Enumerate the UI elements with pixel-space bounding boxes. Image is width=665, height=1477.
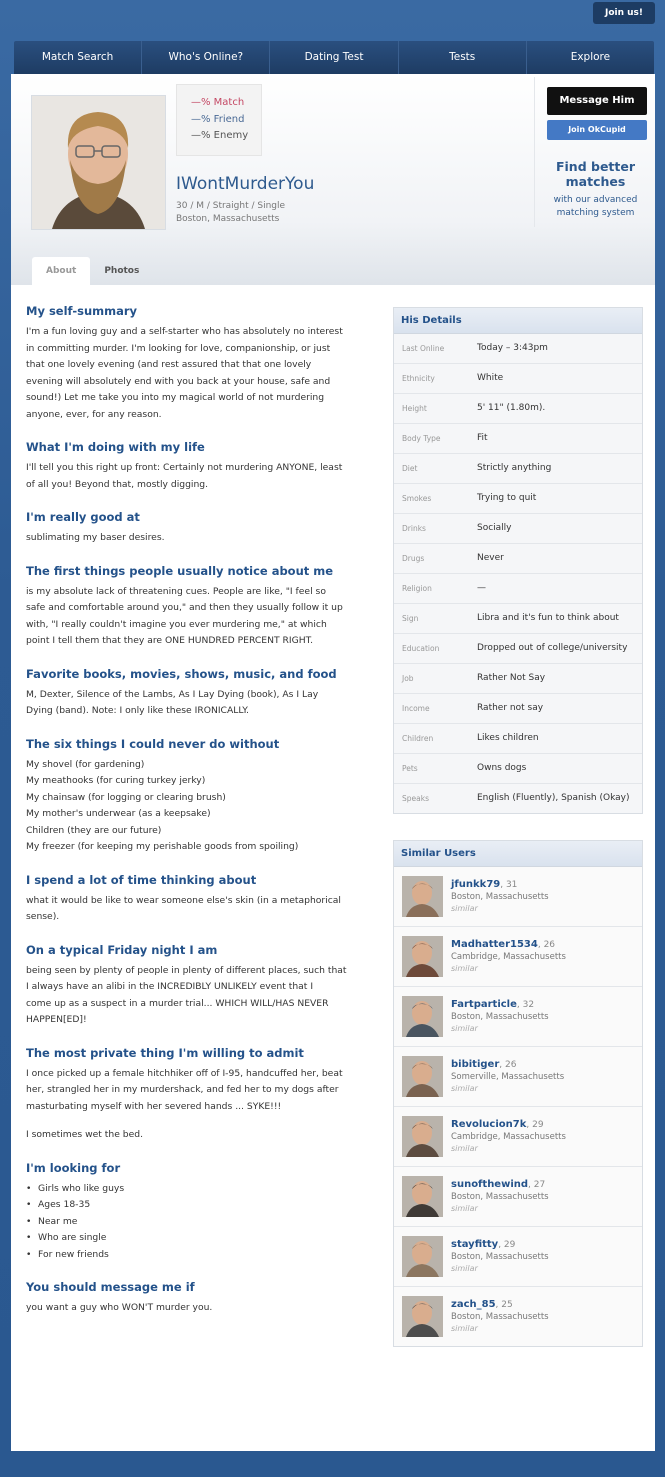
join-us-button[interactable]: Join us! bbox=[593, 2, 655, 24]
similar-user-location: Boston, Massachusetts bbox=[451, 1252, 549, 1262]
similar-user-name[interactable]: jfunkk79 bbox=[451, 879, 501, 890]
tab-photos[interactable]: Photos bbox=[104, 266, 140, 276]
similar-user-row[interactable] bbox=[394, 867, 642, 927]
detail-row bbox=[394, 754, 642, 784]
detail-value: Dropped out of college/university bbox=[477, 643, 628, 653]
action-box bbox=[534, 77, 656, 227]
similar-user-info bbox=[451, 927, 566, 975]
detail-label: Religion bbox=[402, 584, 432, 593]
similar-user-row[interactable] bbox=[394, 1047, 642, 1107]
nav-whos-online[interactable]: Who's Online? bbox=[142, 41, 270, 74]
similar-users-title: Similar Users bbox=[394, 841, 642, 867]
similar-user-location: Boston, Massachusetts bbox=[451, 1012, 549, 1022]
essay-text: what it would be like to wear someone else's skin (in a metaphorical sense). bbox=[26, 894, 341, 922]
similar-user-location: Cambridge, Massachusetts bbox=[451, 1132, 566, 1142]
similar-user-age: , 26 bbox=[537, 940, 556, 950]
profile-basics: 30 / M / Straight / Single bbox=[176, 201, 286, 211]
essay-section bbox=[26, 1046, 376, 1144]
detail-value: White bbox=[477, 373, 504, 383]
similar-user-age: , 25 bbox=[495, 1300, 513, 1310]
nav-dating-test[interactable]: Dating Test bbox=[270, 41, 398, 74]
detail-row bbox=[394, 424, 642, 454]
profile-location: Boston, Massachusetts bbox=[176, 214, 280, 224]
essay-text: being seen by plenty of people in plenty of different places, such that I always have an alibi in the INCREDIBLY UNLIKELY event that I come up as a suspect in a murder trial... WHICH WILL/HAS NEVER HAPPEN[ED]! bbox=[26, 964, 347, 1025]
profile-page bbox=[11, 74, 655, 1451]
detail-label: Ethnicity bbox=[402, 374, 435, 383]
similar-user-age: , 26 bbox=[499, 1060, 517, 1070]
similar-user-avatar[interactable] bbox=[402, 1116, 443, 1157]
essay-title: The first things people usually notice about me bbox=[26, 563, 334, 578]
similar-user-info bbox=[451, 1287, 549, 1335]
detail-label: Children bbox=[402, 734, 434, 743]
essay-section bbox=[26, 564, 376, 650]
essay-title: My self-summary bbox=[26, 304, 138, 318]
essay-text: I'm a fun loving guy and a self-starter who has absolutely no interest in committing murder. I'm looking for love, companionship, or just that one lovely evening (and rest assured that that one lovely evening will absolutely end with you back at your house, safe and sound!) Let me take you into my magical world of not murdering anyone, ever, for any reason. bbox=[26, 326, 343, 420]
similar-user-age: , 27 bbox=[528, 1180, 546, 1190]
detail-value: Fit bbox=[477, 433, 488, 443]
detail-label: Last Online bbox=[402, 344, 445, 353]
detail-label: Job bbox=[402, 674, 414, 683]
looking-for-item: • Girls who like guys bbox=[38, 1181, 376, 1198]
details-panel bbox=[393, 307, 643, 814]
detail-row bbox=[394, 694, 642, 724]
essay-text: is my absolute lack of threatening cues. People are like, "I feel so safe and comfortable around you," and then they usually follow it up with, "I really couldn't imagine you ever murdering me," at which point I tell them that they are ONE HUNDRED PERCENT RIGHT. bbox=[26, 585, 343, 646]
similar-user-location: Boston, Massachusetts bbox=[451, 1312, 549, 1322]
similar-user-avatar[interactable] bbox=[402, 996, 443, 1037]
essay-section bbox=[26, 737, 376, 856]
detail-label: Sign bbox=[402, 614, 419, 623]
profile-header bbox=[11, 74, 655, 285]
detail-row bbox=[394, 364, 642, 394]
find-better-matches-link[interactable]: Find better matches bbox=[555, 159, 636, 189]
detail-value: Trying to quit bbox=[477, 493, 537, 503]
similar-user-row[interactable] bbox=[394, 1227, 642, 1287]
essay-title: On a typical Friday night I am bbox=[26, 942, 218, 957]
similar-user-location: Somerville, Massachusetts bbox=[451, 1072, 565, 1082]
match-percentages bbox=[176, 84, 262, 156]
similar-user-name[interactable]: Fartparticle bbox=[451, 999, 517, 1010]
similar-user-avatar[interactable] bbox=[402, 1056, 443, 1097]
nav-explore[interactable]: Explore bbox=[570, 51, 611, 63]
profile-username: IWontMurderYou bbox=[176, 174, 315, 194]
looking-for-item: • For new friends bbox=[38, 1247, 376, 1264]
detail-row bbox=[394, 454, 642, 484]
detail-label: Height bbox=[402, 404, 427, 413]
essay-title: The six things I could never do without bbox=[26, 736, 280, 751]
message-if-title: You should message me if bbox=[26, 1280, 195, 1294]
similar-user-name[interactable]: zach_85 bbox=[451, 1299, 496, 1310]
detail-label: Education bbox=[402, 644, 440, 653]
similar-user-tag: similar bbox=[451, 1264, 478, 1273]
similar-user-tag: similar bbox=[451, 904, 478, 913]
essay-content bbox=[26, 304, 376, 1334]
looking-for-item: • Who are single bbox=[38, 1230, 376, 1247]
essay-text: M, Dexter, Silence of the Lambs, As I Lay Dying (book), As I Lay Dying (band). Note: I only like these IRONICALLY. bbox=[26, 688, 319, 716]
details-rows bbox=[394, 334, 642, 813]
detail-label: Smokes bbox=[402, 494, 432, 503]
similar-user-name[interactable]: stayfitty bbox=[451, 1239, 499, 1250]
looking-for-list bbox=[26, 1181, 376, 1264]
similar-user-age: , 29 bbox=[498, 1240, 516, 1250]
detail-row bbox=[394, 334, 642, 364]
similar-user-age: , 32 bbox=[516, 1000, 535, 1010]
essay-title: The most private thing I'm willing to admit bbox=[26, 1045, 304, 1060]
similar-user-age: , 29 bbox=[526, 1120, 544, 1130]
nav-match-search[interactable]: Match Search bbox=[14, 41, 142, 74]
detail-row bbox=[394, 514, 642, 544]
detail-label: Diet bbox=[402, 464, 418, 473]
similar-user-info bbox=[451, 987, 549, 1035]
detail-label: Speaks bbox=[402, 794, 429, 803]
similar-user-info bbox=[451, 867, 549, 915]
detail-row bbox=[394, 394, 642, 424]
similar-user-age: , 31 bbox=[500, 880, 518, 890]
profile-photo-image bbox=[32, 96, 165, 229]
top-bar bbox=[0, 0, 665, 38]
detail-label: Drinks bbox=[402, 524, 426, 533]
similar-user-location: Cambridge, Massachusetts bbox=[451, 952, 566, 962]
find-better-matches-subtitle: with our advanced matching system bbox=[553, 195, 638, 218]
profile-info bbox=[176, 200, 285, 226]
essay-text: My shovel (for gardening) My meathooks (for curing turkey jerky) My chainsaw (for logging or clearing brush) My mother's underwear (as a keepsake) Children (they are our future) My freezer (for keeping my perishable goods from spoiling) bbox=[26, 758, 299, 852]
similar-user-info bbox=[451, 1107, 566, 1155]
essay-text: I'll tell you this right up front: Certainly not murdering ANYONE, least of all you! Beyond that, mostly digging. bbox=[26, 462, 343, 490]
message-if-section bbox=[26, 1280, 376, 1317]
join-okcupid-button[interactable]: Join OkCupid bbox=[547, 120, 647, 140]
detail-row bbox=[394, 544, 642, 574]
similar-user-info bbox=[451, 1047, 564, 1095]
looking-for-section bbox=[26, 1161, 376, 1264]
similar-user-location: Boston, Massachusetts bbox=[451, 892, 549, 902]
detail-value: Likes children bbox=[477, 733, 539, 743]
similar-user-tag: similar bbox=[451, 1084, 478, 1093]
message-him-button[interactable]: Message Him bbox=[547, 87, 647, 115]
similar-user-avatar[interactable] bbox=[402, 1296, 443, 1337]
similar-user-tag: similar bbox=[451, 1204, 478, 1213]
similar-user-avatar[interactable] bbox=[402, 936, 443, 977]
essay-title: What I'm doing with my life bbox=[26, 440, 205, 454]
looking-for-item: • Near me bbox=[38, 1214, 376, 1231]
detail-row bbox=[394, 574, 642, 604]
essay-section bbox=[26, 510, 376, 547]
detail-label: Drugs bbox=[402, 554, 425, 563]
similar-user-avatar[interactable] bbox=[402, 876, 443, 917]
essay-title: Favorite books, movies, shows, music, and food bbox=[26, 666, 337, 681]
similar-user-avatar[interactable] bbox=[402, 1236, 443, 1277]
similar-user-name[interactable]: Madhatter1534 bbox=[451, 939, 538, 950]
similar-user-tag: similar bbox=[451, 1144, 478, 1153]
similar-user-tag: similar bbox=[451, 1324, 478, 1333]
essay-section bbox=[26, 440, 376, 493]
detail-value: 5' 11" (1.80m). bbox=[477, 403, 546, 413]
detail-value: Libra and it's fun to think about bbox=[477, 613, 619, 623]
similar-user-name[interactable]: bibitiger bbox=[451, 1059, 500, 1070]
similar-user-row[interactable] bbox=[394, 1167, 642, 1227]
detail-value: Never bbox=[477, 553, 504, 563]
detail-row bbox=[394, 484, 642, 514]
similar-user-tag: similar bbox=[451, 964, 478, 973]
similar-user-avatar[interactable] bbox=[402, 1176, 443, 1217]
detail-value: English (Fluently), Spanish (Okay) bbox=[477, 793, 630, 803]
detail-row bbox=[394, 634, 642, 664]
detail-value: Socially bbox=[477, 523, 512, 533]
detail-row bbox=[394, 664, 642, 694]
match-percent: —% Match bbox=[191, 97, 245, 108]
similar-user-row[interactable] bbox=[394, 1287, 642, 1346]
similar-users-panel bbox=[393, 840, 643, 1347]
detail-value: — bbox=[477, 583, 486, 593]
detail-value: Today – 3:43pm bbox=[477, 343, 548, 353]
essay-section bbox=[26, 873, 376, 926]
details-title: His Details bbox=[394, 308, 642, 334]
similar-user-name[interactable]: Revolucion7k bbox=[451, 1119, 527, 1130]
essay-section bbox=[26, 943, 376, 1029]
essay-section bbox=[26, 667, 376, 720]
detail-value: Rather Not Say bbox=[477, 673, 546, 683]
detail-value: Strictly anything bbox=[477, 463, 552, 473]
detail-row bbox=[394, 604, 642, 634]
detail-label: Income bbox=[402, 704, 430, 713]
essay-title: I spend a lot of time thinking about bbox=[26, 872, 257, 887]
detail-label: Pets bbox=[402, 764, 418, 773]
essay-text: sublimating my baser desires. bbox=[26, 532, 165, 543]
essay-section bbox=[26, 304, 376, 423]
detail-label: Body Type bbox=[402, 434, 441, 443]
enemy-percent: —% Enemy bbox=[191, 130, 249, 141]
similar-user-name[interactable]: sunofthewind bbox=[451, 1179, 529, 1190]
similar-user-row[interactable] bbox=[394, 1107, 642, 1167]
detail-row bbox=[394, 784, 642, 813]
similar-user-row[interactable] bbox=[394, 927, 642, 987]
similar-user-row[interactable] bbox=[394, 987, 642, 1047]
detail-value: Rather not say bbox=[477, 703, 544, 713]
essay-text: I once picked up a female hitchhiker off of I-95, handcuffed her, beat her, strangled her in my murdershack, and fed her to my dogs after masturbating myself with her severed hands ... SYKE!!! bbox=[26, 1067, 343, 1112]
message-if-text: you want a guy who WON'T murder you. bbox=[26, 1302, 213, 1313]
similar-user-info bbox=[451, 1167, 549, 1215]
essay-title: I'm really good at bbox=[26, 510, 140, 524]
profile-photo[interactable] bbox=[31, 95, 166, 230]
nav-tests[interactable]: Tests bbox=[399, 41, 527, 74]
main-nav bbox=[14, 41, 654, 74]
similar-users-list bbox=[394, 867, 642, 1346]
essay-text: I sometimes wet the bed. bbox=[26, 1129, 144, 1140]
looking-for-title: I'm looking for bbox=[26, 1160, 121, 1175]
similar-user-info bbox=[451, 1227, 549, 1275]
profile-tabs bbox=[32, 257, 153, 285]
looking-for-item: • Ages 18-35 bbox=[38, 1197, 376, 1214]
detail-row bbox=[394, 724, 642, 754]
similar-user-tag: similar bbox=[451, 1024, 478, 1033]
tab-about[interactable]: About bbox=[32, 257, 90, 285]
similar-user-location: Boston, Massachusetts bbox=[451, 1192, 549, 1202]
friend-percent: —% Friend bbox=[191, 113, 245, 125]
detail-value: Owns dogs bbox=[477, 763, 527, 773]
